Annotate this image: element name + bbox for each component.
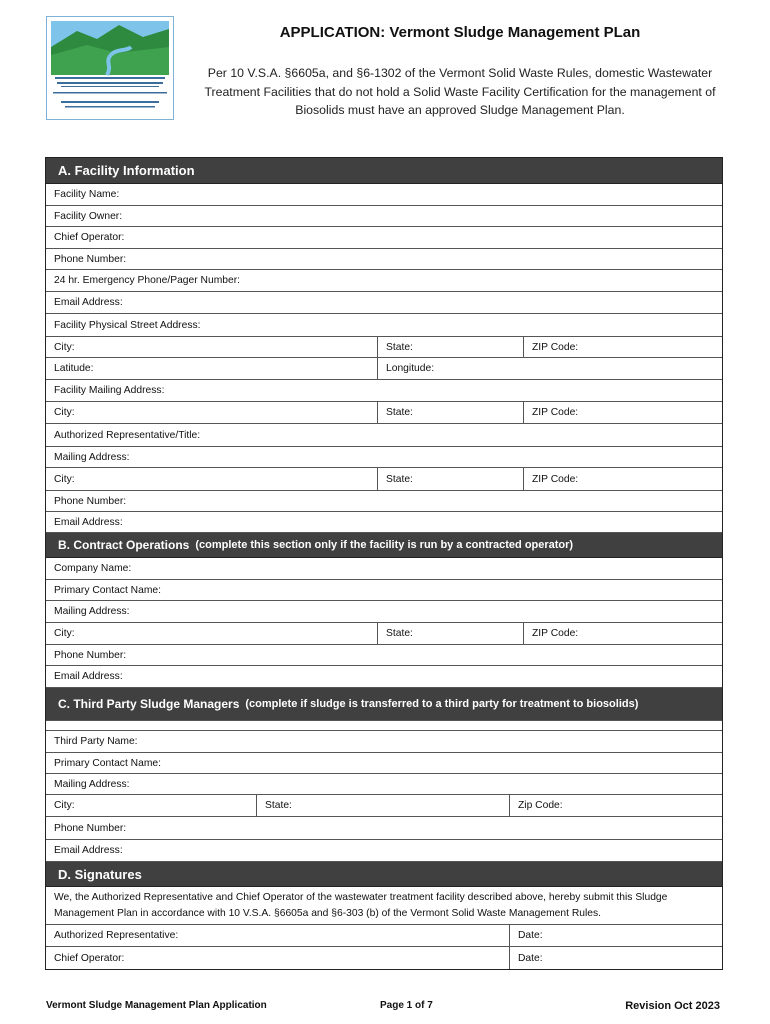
email-label: Email Address: bbox=[54, 671, 123, 682]
phone-row-2[interactable] bbox=[46, 491, 722, 512]
facility-owner-row[interactable] bbox=[46, 206, 722, 227]
mailing-address-label: Mailing Address: bbox=[54, 606, 130, 617]
chief-operator-signature-label: Chief Operator: bbox=[54, 952, 125, 964]
company-name-label: Company Name: bbox=[54, 563, 132, 574]
application-form bbox=[45, 157, 723, 970]
mailing-address-label: Mailing Address: bbox=[54, 451, 130, 463]
section-c-header bbox=[46, 688, 722, 721]
city-state-zip-row[interactable] bbox=[46, 337, 722, 358]
mailing-address-label: Mailing Address: bbox=[54, 778, 130, 790]
emergency-phone-row[interactable] bbox=[46, 270, 722, 292]
primary-contact-label: Primary Contact Name: bbox=[54, 757, 162, 769]
third-party-name-label: Third Party Name: bbox=[54, 736, 138, 747]
section-c-subtitle: (complete if sludge is transferred to a third party for treatment to biosolids) bbox=[245, 698, 639, 710]
facility-mailing-label: Facility Mailing Address: bbox=[54, 385, 165, 396]
footer-revision: Revision Oct 2023 bbox=[625, 1000, 720, 1012]
city-label: City: bbox=[54, 473, 75, 485]
physical-address-label: Facility Physical Street Address: bbox=[54, 319, 201, 331]
section-b-subtitle: (complete this section only if the facility is run by a contracted operator) bbox=[195, 539, 574, 551]
email-row[interactable] bbox=[46, 292, 722, 314]
company-name-row[interactable] bbox=[46, 558, 722, 580]
section-c-spacer bbox=[46, 721, 722, 731]
primary-contact-row[interactable] bbox=[46, 753, 722, 774]
email-row-2[interactable] bbox=[46, 512, 722, 533]
section-a-title: A. Facility Information bbox=[58, 163, 195, 178]
signature-statement: We, the Authorized Representative and Chief Operator of the wastewater treatment facility described above, hereby submit this Sludge Management Plan in accordance with 10 V.S.A. §6605a and §6-303 (b) of the Vermont Solid Waste Management Rules. bbox=[46, 887, 722, 925]
zip-label: ZIP Code: bbox=[523, 623, 722, 644]
mailing-address-row[interactable] bbox=[46, 601, 722, 623]
zip-label: ZIP Code: bbox=[523, 402, 722, 423]
phone-row[interactable] bbox=[46, 249, 722, 270]
phone-row[interactable] bbox=[46, 645, 722, 666]
section-d-header bbox=[46, 862, 722, 887]
auth-rep-signature-label: Authorized Representative: bbox=[54, 930, 179, 941]
email-label: Email Address: bbox=[54, 845, 123, 856]
city-label: City: bbox=[54, 628, 75, 639]
email-row[interactable] bbox=[46, 840, 722, 862]
state-label: State: bbox=[377, 337, 523, 357]
state-label: State: bbox=[377, 468, 523, 490]
city-state-zip-row[interactable] bbox=[46, 795, 722, 817]
physical-address-row[interactable] bbox=[46, 314, 722, 337]
chief-operator-label: Chief Operator: bbox=[54, 232, 125, 243]
facility-name-label: Facility Name: bbox=[54, 189, 120, 200]
phone-label: Phone Number: bbox=[54, 649, 127, 661]
chief-operator-signature-row[interactable] bbox=[46, 947, 722, 969]
page-title: APPLICATION: Vermont Sludge Management PLan bbox=[279, 24, 641, 41]
latitude-label: Latitude: bbox=[54, 363, 94, 374]
city-label: City: bbox=[54, 800, 75, 811]
zip-label: ZIP Code: bbox=[523, 468, 722, 490]
mailing-address-row[interactable] bbox=[46, 774, 722, 795]
footer-page-number: Page 1 of 7 bbox=[380, 1000, 433, 1011]
phone-label: Phone Number: bbox=[54, 822, 127, 834]
facility-mailing-row[interactable] bbox=[46, 380, 722, 402]
primary-contact-row[interactable] bbox=[46, 580, 722, 601]
emergency-phone-label: 24 hr. Emergency Phone/Pager Number: bbox=[54, 275, 241, 286]
section-c-title: C. Third Party Sludge Managers bbox=[58, 697, 240, 711]
email-row[interactable] bbox=[46, 666, 722, 688]
date-label: Date: bbox=[509, 947, 722, 969]
facility-owner-label: Facility Owner: bbox=[54, 210, 123, 222]
section-d-title: D. Signatures bbox=[58, 866, 142, 882]
primary-contact-label: Primary Contact Name: bbox=[54, 584, 162, 596]
chief-operator-row[interactable] bbox=[46, 227, 722, 249]
section-b-title: B. Contract Operations bbox=[58, 538, 190, 552]
auth-rep-row[interactable] bbox=[46, 424, 722, 447]
third-party-name-row[interactable] bbox=[46, 731, 722, 753]
state-label: State: bbox=[377, 402, 523, 423]
state-label: State: bbox=[256, 795, 509, 816]
zip-label: Zip Code: bbox=[509, 795, 722, 816]
agency-logo bbox=[46, 16, 174, 120]
city-label: City: bbox=[54, 407, 75, 418]
phone-label: Phone Number: bbox=[54, 495, 127, 507]
city-state-zip-row[interactable] bbox=[46, 623, 722, 645]
phone-row[interactable] bbox=[46, 817, 722, 840]
email-label: Email Address: bbox=[54, 516, 123, 528]
lat-long-row[interactable] bbox=[46, 358, 722, 380]
section-a-header bbox=[46, 158, 722, 184]
date-label: Date: bbox=[509, 925, 722, 946]
footer-doc-title: Vermont Sludge Management Plan Application bbox=[46, 1000, 267, 1011]
zip-label: ZIP Code: bbox=[523, 337, 722, 357]
section-b-header bbox=[46, 533, 722, 558]
city-label: City: bbox=[54, 341, 75, 353]
longitude-label: Longitude: bbox=[377, 358, 722, 379]
city-state-zip-row-2[interactable] bbox=[46, 402, 722, 424]
city-state-zip-row-3[interactable] bbox=[46, 468, 722, 491]
mailing-address-row[interactable] bbox=[46, 447, 722, 468]
page-description: Per 10 V.S.A. §6605a, and §6-1302 of the Vermont Solid Waste Rules, domestic Wastewater Treatment Facilities that do not hold a Solid Waste Facility Certification for the management of Biosolids must have an approved Sludge Management Plan. bbox=[204, 66, 716, 117]
auth-rep-signature-row[interactable] bbox=[46, 925, 722, 947]
phone-label: Phone Number: bbox=[54, 253, 127, 265]
auth-rep-label: Authorized Representative/Title: bbox=[54, 429, 201, 441]
state-label: State: bbox=[377, 623, 523, 644]
email-label: Email Address: bbox=[54, 297, 123, 308]
facility-name-row[interactable] bbox=[46, 184, 722, 206]
